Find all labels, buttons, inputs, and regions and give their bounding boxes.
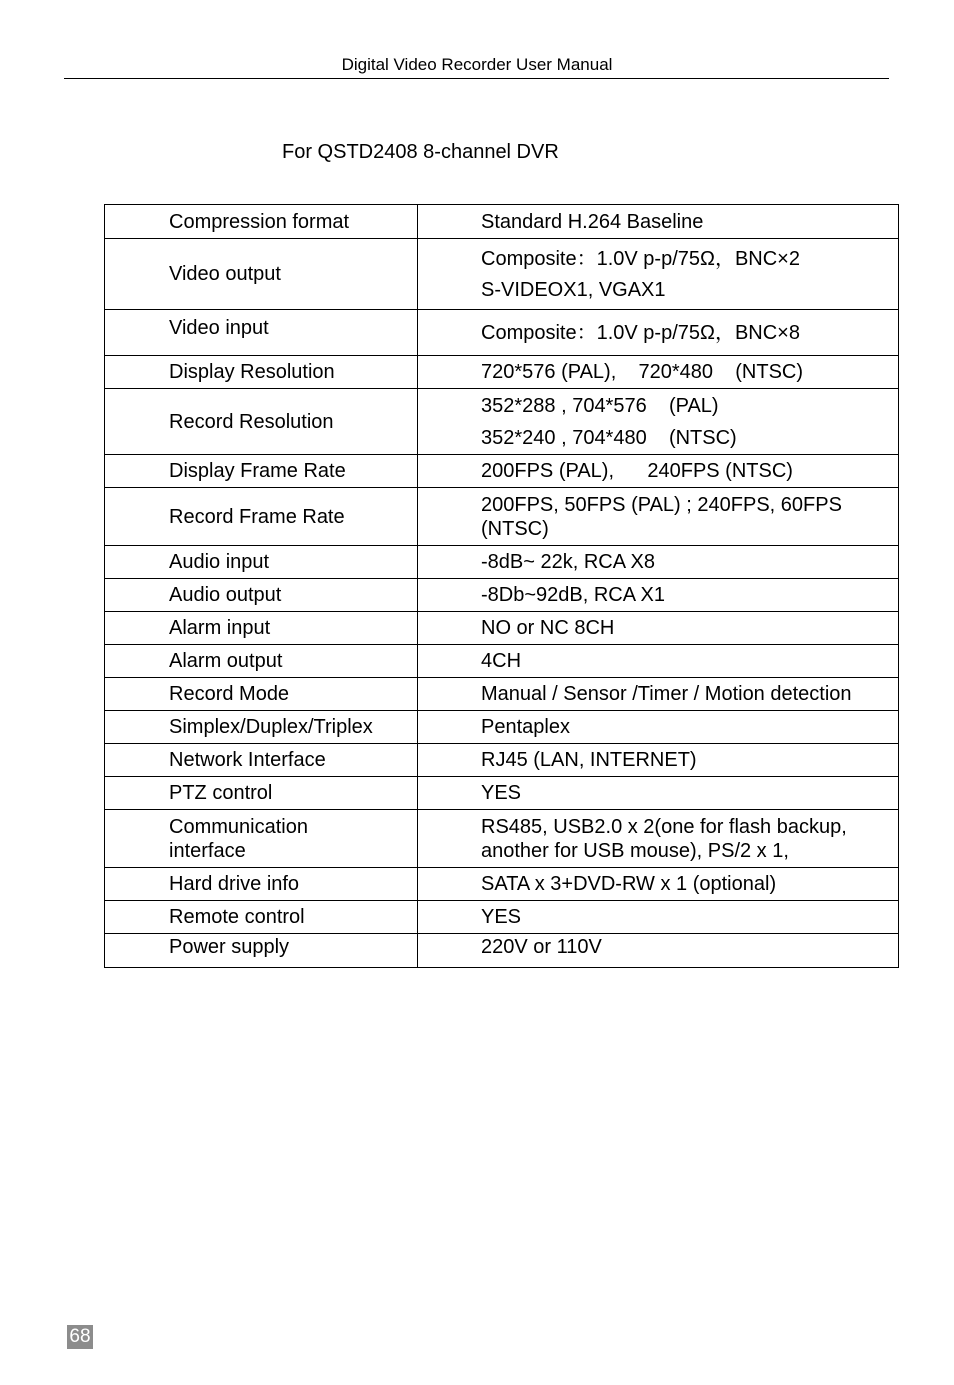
table-row [105,239,899,310]
spec-label: Alarm output [105,645,418,678]
spec-value-line: Pentaplex [481,716,570,738]
spec-value [418,777,899,810]
spec-value-line: -8dB~ 22k, RCA X8 [481,551,655,573]
spec-label: PTZ control [105,777,418,810]
spec-label: Display Frame Rate [105,455,418,488]
spec-label: Remote control [105,901,418,934]
spec-label: Video output [105,239,418,310]
spec-label: Network Interface [105,744,418,777]
page-number: 68 [67,1325,93,1349]
spec-value-line: NO or NC 8CH [481,617,615,639]
spec-value-line: Manual / Sensor /Timer / Motion detection [481,683,852,705]
table-row [105,744,899,777]
spec-value-line: 220V or 110V [481,936,602,958]
spec-value-line: -8Db~92dB, RCA X1 [481,584,665,606]
spec-value [418,389,899,455]
spec-value-line: Composite：1.0V p-p/75Ω，BNC×2 [481,247,800,270]
spec-value [418,901,899,934]
spec-label: Simplex/Duplex/Triplex [105,711,418,744]
table-row [105,205,899,239]
spec-table [104,204,899,968]
spec-value [418,711,899,744]
table-row [105,310,899,356]
spec-label: Display Resolution [105,356,418,389]
spec-value [418,579,899,612]
table-row [105,356,899,389]
spec-value [418,310,899,356]
table-row [105,711,899,744]
spec-value-line: 720*576 (PAL), 720*480 (NTSC) [481,361,804,383]
spec-value [418,810,899,868]
spec-value-line: RJ45 (LAN, INTERNET) [481,749,697,771]
spec-label: Audio input [105,546,418,579]
spec-label: Record Frame Rate [105,488,418,546]
spec-value [418,356,899,389]
spec-value-line: 4CH [481,650,522,672]
spec-value-line: YES [481,782,522,804]
table-row [105,810,899,868]
spec-label: Alarm input [105,612,418,645]
spec-value-line: 352*240 , 704*480 (NTSC) [481,426,737,449]
spec-label: Record Mode [105,678,418,711]
spec-label: Compression format [105,205,418,239]
table-row [105,455,899,488]
spec-label: Video input [105,310,418,356]
table-row [105,579,899,612]
table-row [105,678,899,711]
spec-value [418,744,899,777]
spec-value [418,546,899,579]
spec-value [418,612,899,645]
spec-value-line: YES [481,906,522,928]
spec-label: Hard drive info [105,868,418,901]
spec-value-line: Composite：1.0V p-p/75Ω，BNC×8 [481,321,800,344]
header-rule [64,78,889,79]
table-row [105,868,899,901]
spec-value-line: 200FPS (PAL), 240FPS (NTSC) [481,460,793,482]
table-row [105,612,899,645]
spec-value [418,455,899,488]
running-header: Digital Video Recorder User Manual [341,55,613,74]
spec-value [418,678,899,711]
spec-value-line: 352*288 , 704*576 (PAL) [481,394,719,417]
spec-label: Communication interface [105,810,418,868]
spec-value [418,239,899,310]
spec-value-line: SATA x 3+DVD-RW x 1 (optional) [481,873,777,895]
table-row [105,645,899,678]
spec-value-line: RS485, USB2.0 x 2(one for flash backup, another for USB mouse), PS/2 x 1, [481,815,847,862]
table-row [105,934,899,968]
table-row [105,777,899,810]
spec-table-body [105,205,899,968]
section-title: For QSTD2408 8-channel DVR [282,141,559,163]
spec-value [418,205,899,239]
table-row [105,488,899,546]
table-row [105,389,899,455]
spec-value-line: S-VIDEOX1, VGAX1 [481,278,666,301]
spec-label: Record Resolution [105,389,418,455]
spec-value [418,488,899,546]
table-row [105,546,899,579]
table-row [105,901,899,934]
spec-value [418,645,899,678]
spec-value [418,934,899,968]
spec-label: Power supply [105,934,418,968]
spec-value-line: 200FPS, 50FPS (PAL) ; 240FPS, 60FPS (NTSC) [481,493,842,540]
spec-value-line: Standard H.264 Baseline [481,210,704,233]
spec-value [418,868,899,901]
spec-label: Audio output [105,579,418,612]
